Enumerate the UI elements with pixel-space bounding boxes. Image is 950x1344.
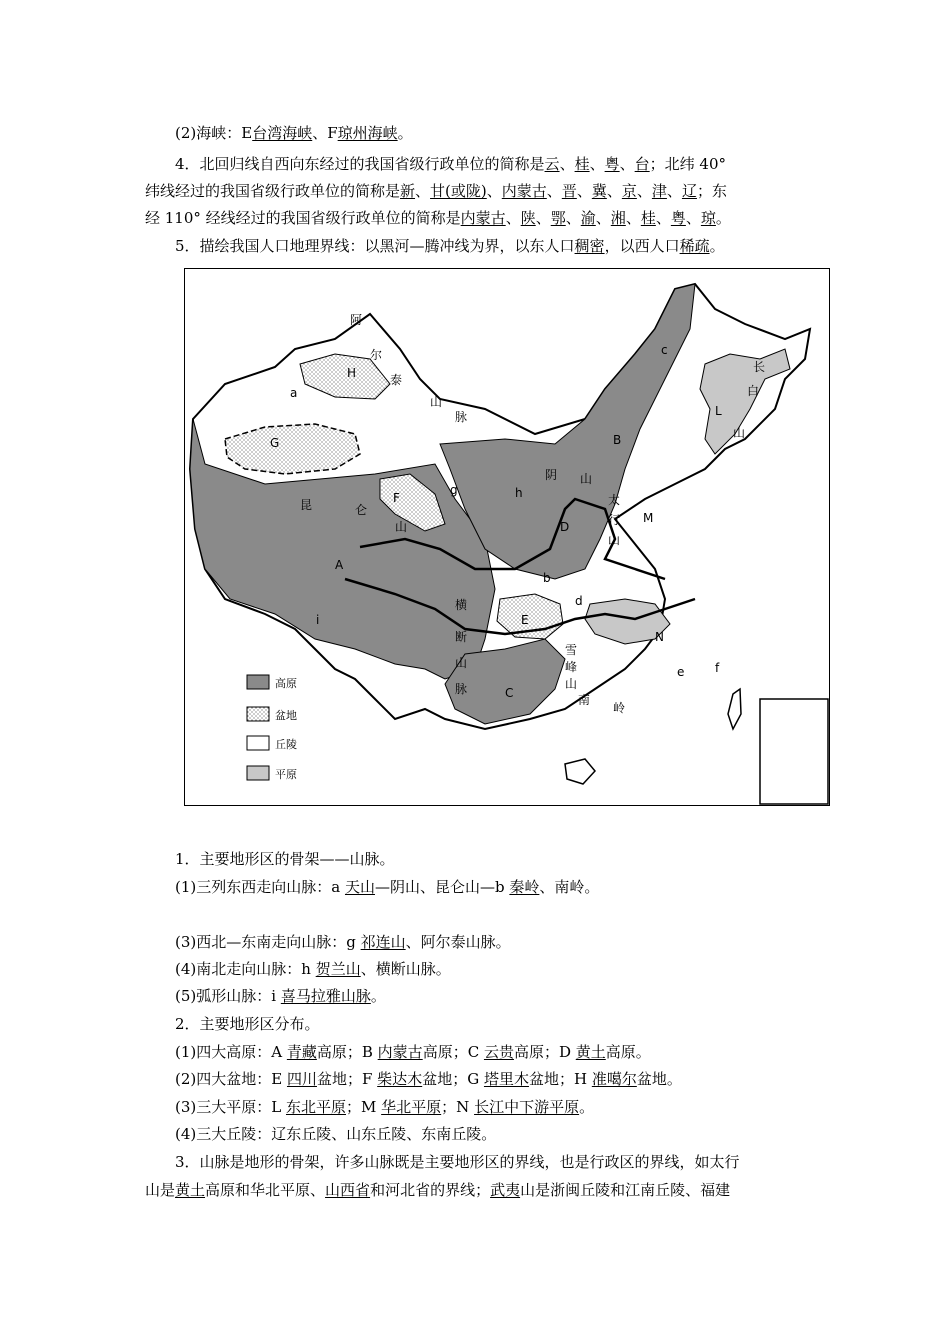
- map-letter-h: h: [515, 486, 523, 500]
- label-changbai-1: 长: [753, 360, 766, 374]
- label-altai-2: 尔: [370, 348, 383, 362]
- label-nanling-1: 南: [578, 693, 591, 707]
- south-sea-inset: [760, 699, 828, 804]
- map-letter-N: N: [655, 630, 664, 644]
- tropic-line: 4．北回归线自西向东经过的我国省级行政单位的简称是云、桂、粤、台；北纬 40°: [175, 155, 727, 173]
- b3-line: (3)西北—东南走向山脉：g 祁连山、阿尔泰山脉。: [175, 933, 511, 951]
- b6-line: 2．主要地形区分布。: [175, 1015, 320, 1033]
- label-hengduan-4: 脉: [455, 682, 468, 696]
- legend-basin-label: 盆地: [275, 709, 297, 722]
- label-kunlun-2: 仑: [355, 503, 368, 517]
- population-line: 5．描绘我国人口地理界线：以黑河—腾冲线为界，以东人口稠密，以西人口稀疏。: [175, 237, 725, 255]
- label-altai-5: 脉: [455, 410, 468, 424]
- b1-line: 1．主要地形区的骨架——山脉。: [175, 850, 395, 868]
- label-nanling-2: 岭: [613, 701, 626, 715]
- legend-basin-swatch: [247, 707, 269, 721]
- label-changbai-2: 白: [747, 384, 760, 398]
- b5-line: (5)弧形山脉：i 喜马拉雅山脉。: [175, 987, 386, 1005]
- china-terrain-map: [184, 268, 830, 806]
- map-letter-L: L: [715, 404, 722, 418]
- answer-qiongzhou-strait: 琼州海峡: [337, 124, 398, 142]
- legend-hill-label: 丘陵: [275, 738, 297, 751]
- map-letter-A: A: [335, 558, 344, 572]
- map-letter-b: b: [543, 571, 551, 585]
- legend-hill-swatch: [247, 736, 269, 750]
- label-hengduan-1: 横: [455, 598, 468, 612]
- map-letter-c: c: [661, 343, 668, 357]
- map-letter-D: D: [560, 520, 570, 534]
- label-hengduan-3: 山: [455, 656, 468, 670]
- strait-line: (2)海峡：E台湾海峡、F琼州海峡。: [175, 124, 413, 142]
- map-letter-C: C: [505, 686, 514, 700]
- label-altai-3: 泰: [390, 373, 403, 387]
- label-hengduan-2: 断: [455, 630, 468, 644]
- map-letter-H: H: [347, 366, 357, 380]
- answer-taiwan-strait: 台湾海峡: [252, 124, 313, 142]
- label-yinshan-2: 山: [580, 472, 593, 486]
- label-altai-1: 阿: [350, 313, 363, 327]
- b11-line: 3．山脉是地形的骨架，许多山脉既是主要地形区的界线，也是行政区的界线，如太行: [175, 1153, 740, 1171]
- legend-plain-swatch: [247, 766, 269, 780]
- map-letter-e: e: [677, 665, 685, 679]
- label-changbai-3: 山: [733, 426, 746, 440]
- label-altai-4: 山: [430, 395, 443, 409]
- map-letter-G: G: [270, 436, 280, 450]
- legend-plateau-swatch: [247, 675, 269, 689]
- label-xuefeng-3: 山: [565, 677, 578, 691]
- label-taihang-2: 行: [608, 513, 621, 527]
- label-xuefeng-1: 雪: [565, 643, 578, 657]
- map-letter-f: f: [715, 661, 720, 675]
- map-letter-M: M: [643, 511, 654, 525]
- legend-plain-label: 平原: [275, 768, 297, 781]
- map-letter-g: g: [450, 483, 458, 497]
- map-letter-B: B: [613, 433, 622, 447]
- label-yinshan-1: 阴: [545, 468, 558, 482]
- b9-line: (3)三大平原：L 东北平原；M 华北平原；N 长江中下游平原。: [175, 1098, 595, 1116]
- label-taihang-3: 山: [608, 533, 621, 547]
- label-taihang-1: 太: [608, 493, 621, 507]
- map-letter-d: d: [575, 594, 583, 608]
- b2-line: (1)三列东西走向山脉：a 天山—阴山、昆仑山—b 秦岭、南岭。: [175, 878, 600, 896]
- lat40-line: 纬线经过的我国省级行政单位的简称是新、甘(或陇)、内蒙古、晋、冀、京、津、辽；东: [145, 182, 727, 200]
- map-letter-i: i: [316, 613, 320, 627]
- terrain-map-svg: [185, 269, 829, 805]
- legend-plateau-label: 高原: [275, 677, 297, 690]
- map-letter-E: E: [521, 613, 529, 627]
- label-xuefeng-2: 峰: [565, 660, 578, 674]
- b12-line: 山是黄土高原和华北平原、山西省和河北省的界线；武夷山是浙闽丘陵和江南丘陵、福建: [145, 1181, 731, 1199]
- label-kunlun-3: 山: [395, 520, 408, 534]
- b7-line: (1)四大高原：A 青藏高原；B 内蒙古高原；C 云贵高原；D 黄土高原。: [175, 1043, 651, 1061]
- map-letter-F: F: [393, 491, 400, 505]
- b10-line: (4)三大丘陵：辽东丘陵、山东丘陵、东南丘陵。: [175, 1125, 497, 1143]
- b4-line: (4)南北走向山脉：h 贺兰山、横断山脉。: [175, 960, 451, 978]
- label-kunlun-1: 昆: [300, 498, 313, 512]
- b8-line: (2)四大盆地：E 四川盆地；F 柴达木盆地；G 塔里木盆地；H 准噶尔盆地。: [175, 1070, 682, 1088]
- taiwan-island: [728, 689, 741, 729]
- lon110-line: 经 110° 经线经过的我国省级行政单位的简称是内蒙古、陕、鄂、渝、湘、桂、粤、琼。: [145, 209, 731, 227]
- map-letter-a: a: [290, 386, 298, 400]
- hainan-island: [565, 759, 595, 784]
